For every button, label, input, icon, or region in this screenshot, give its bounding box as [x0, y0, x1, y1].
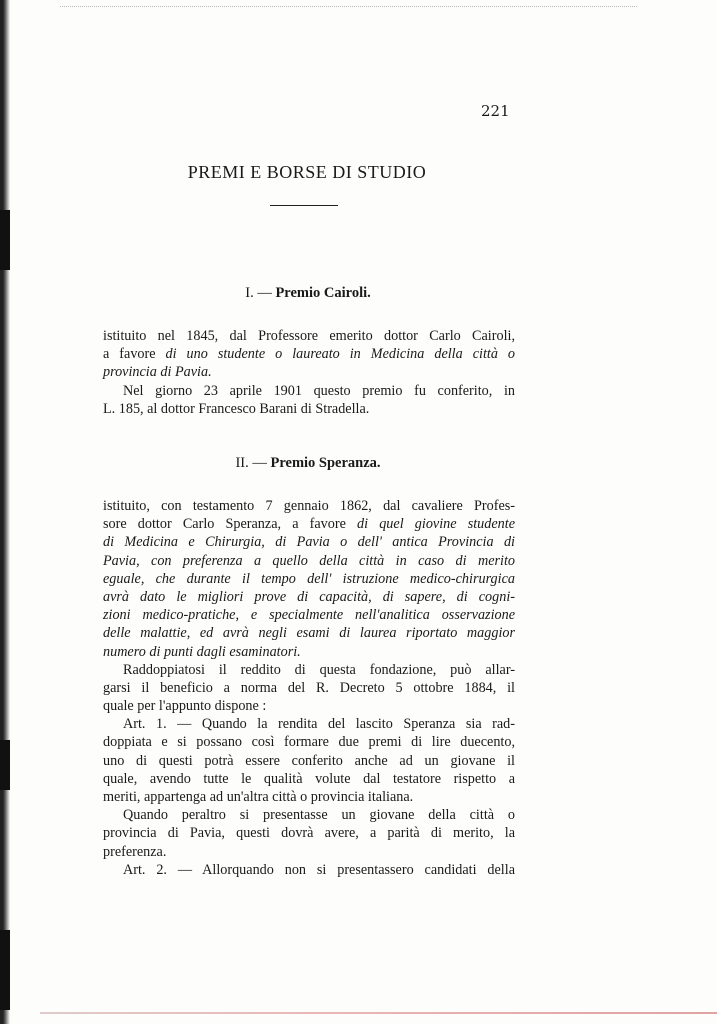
page-left-edge	[0, 0, 10, 1024]
text-line: sore dottor Carlo Speranza, a favore di quel giovine studente	[103, 516, 515, 533]
section-body-cairoli	[103, 327, 515, 418]
text-line: istituito nel 1845, dal Professore emerito dottor Carlo Cairoli,	[103, 328, 515, 344]
text-line: Pavia, con preferenza a quello della città in caso di merito	[103, 552, 515, 569]
section-heading-cairoli	[200, 285, 416, 302]
text-line: Art. 1. — Quando la rendita del lascito Speranza sia rad-	[123, 716, 515, 733]
text-line: quale per l'appunto dispone :	[103, 698, 267, 715]
binding-mark	[0, 210, 10, 270]
page-number: 221	[481, 102, 510, 120]
text-line: a favore di uno studente o laureato in Medicina della città o	[103, 346, 516, 363]
text-line: preferenza.	[103, 843, 167, 860]
text-line: eguale, che durante il tempo dell' istruzione medico-chirurgica	[103, 570, 515, 587]
binding-mark	[0, 740, 10, 790]
text-line: Art. 2. — Allorquando non si presentassero candidati della	[123, 861, 515, 878]
text-line: Raddoppiatosi il reddito di questa fondazione, può allar-	[123, 661, 515, 678]
text-line: numero di punti dagli esaminatori.	[103, 643, 301, 660]
section-number: I. —	[245, 285, 272, 301]
bottom-scan-edge	[40, 1012, 717, 1014]
page-title: PREMI E BORSE DI STUDIO	[187, 162, 427, 182]
text-line: istituito, con testamento 7 gennaio 1862, dal cavaliere Profes-	[103, 498, 515, 514]
section-body-speranza	[103, 497, 515, 879]
text-line: provincia di Pavia, questi dovrà avere, a parità di merito, la	[103, 825, 515, 842]
text-line: L. 185, al dottor Francesco Barani di Stradella.	[103, 400, 370, 417]
text-line: garsi il beneficio a norma del R. Decreto 5 ottobre 1884, il	[103, 679, 515, 696]
section-heading-speranza	[180, 455, 436, 472]
section-name: Premio Speranza.	[270, 455, 381, 471]
text-line: uno di questi potrà essere conferito anche ad un giovane il	[103, 752, 515, 769]
binding-mark	[0, 930, 10, 1010]
text-line: avrà dato le migliori prove di capacità, di sapere, di cogni-	[103, 588, 515, 605]
text-line: doppiata e si possano così formare due premi di lire duecento,	[103, 734, 515, 751]
top-scan-edge	[60, 6, 637, 8]
text-line: zioni medico-pratiche, e specialmente nell'analitica osservazione	[103, 607, 515, 624]
text-line: Quando peraltro si presentasse un giovane della città o	[123, 807, 515, 824]
text-line: Nel giorno 23 aprile 1901 questo premio fu conferito, in	[123, 382, 515, 399]
text-line: meriti, appartenga ad un'altra città o provincia italiana.	[103, 789, 414, 805]
text-line: provincia di Pavia.	[103, 364, 212, 381]
text-line: di Medicina e Chirurgia, di Pavia o dell' antica Provincia di	[103, 534, 515, 551]
title-rule	[270, 205, 338, 206]
section-name: Premio Cairoli.	[275, 285, 371, 301]
text-line: quale, avendo tutte le qualità volute dal testatore rispetto a	[103, 770, 515, 787]
section-number: II. —	[235, 455, 267, 471]
text-line: delle malattie, ed avrà negli esami di laurea riportato maggior	[103, 625, 515, 642]
